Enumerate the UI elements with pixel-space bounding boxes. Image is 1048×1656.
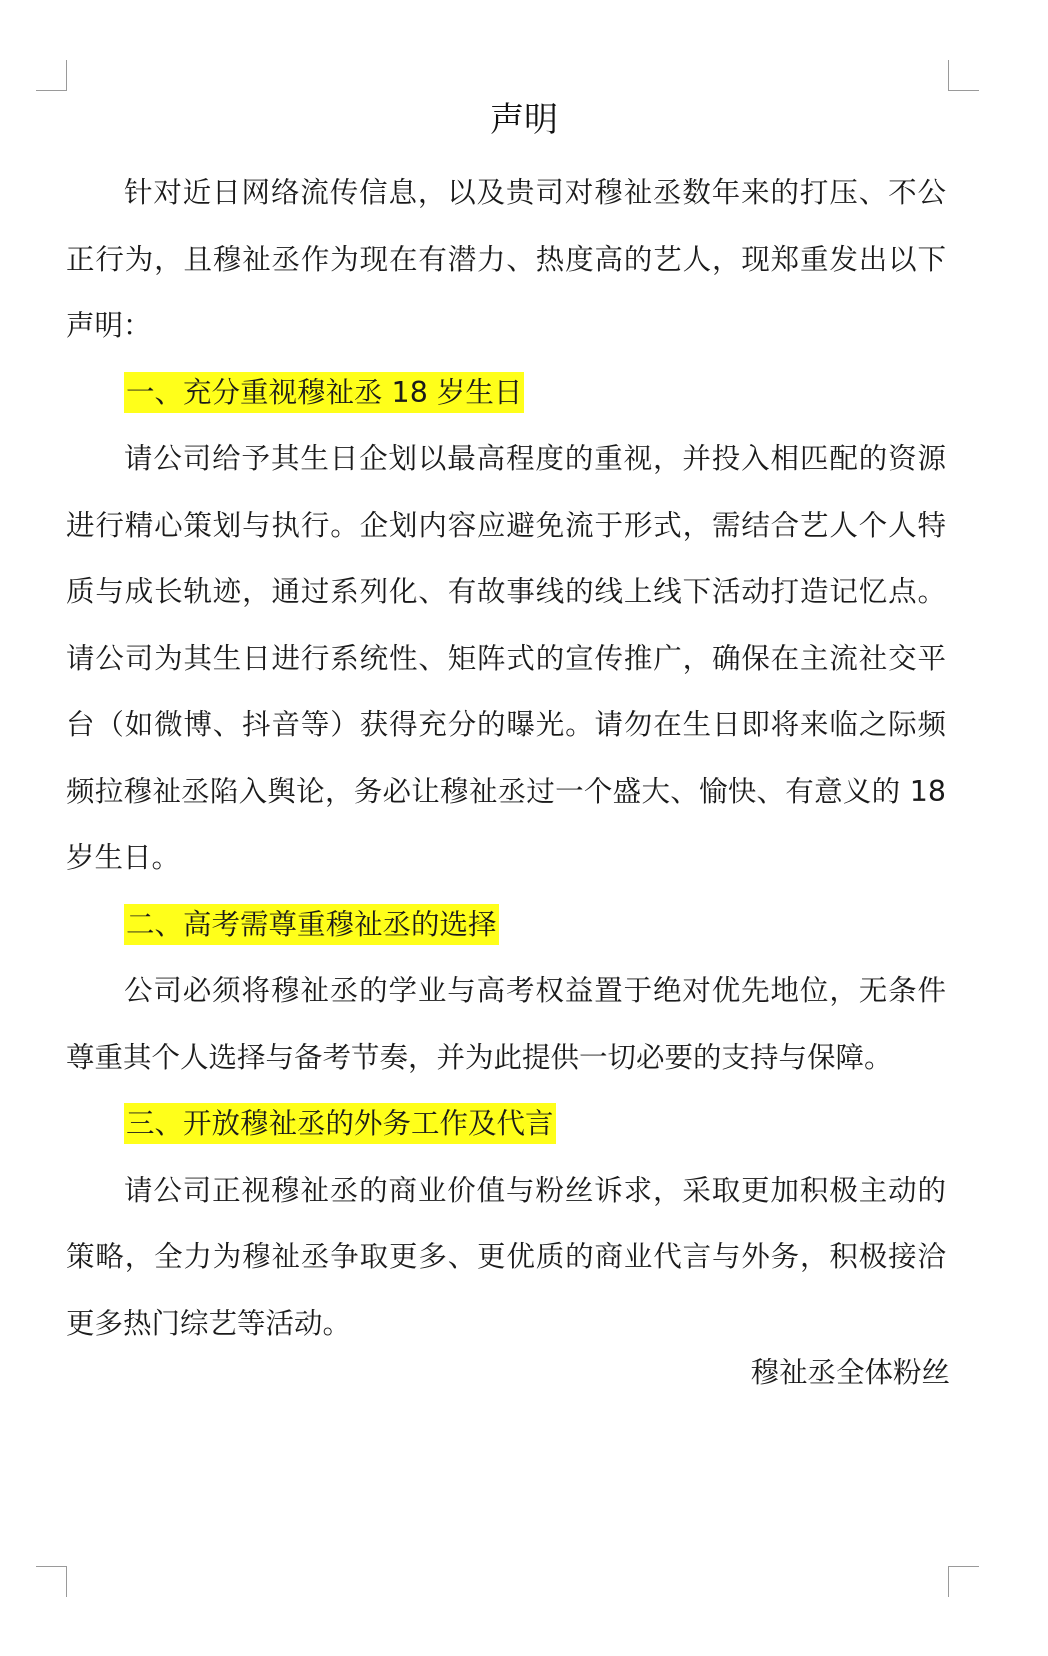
intro-paragraph: 针对近日网络流传信息，以及贵司对穆祉丞数年来的打压、不公正行为，且穆祉丞作为现在有潜力、热度高的艺人，现郑重发出以下声明：: [66, 176, 946, 342]
document-body: [66, 160, 946, 1357]
section-2-heading-line: [66, 892, 946, 959]
section-2-body: 公司必须将穆祉丞的学业与高考权益置于绝对优先地位，无条件尊重其个人选择与备考节奏，并为此提供一切必要的支持与保障。: [66, 974, 946, 1074]
section-1-body: 请公司给予其生日企划以最高程度的重视，并投入相匹配的资源进行精心策划与执行。企划内容应避免流于形式，需结合艺人个人特质与成长轨迹，通过系列化、有故事线的线上线下活动打造记忆点。请公司为其生日进行系统性、矩阵式的宣传推广，确保在主流社交平台（如微博、抖音等）获得充分的曝光。请勿在生日即将来临之际频频拉穆祉丞陷入舆论，务必让穆祉丞过一个盛大、愉快、有意义的 18 岁生日。: [66, 442, 946, 874]
corner-mark-top-left: [36, 60, 67, 91]
document-title: 声明: [490, 100, 558, 140]
corner-mark-bottom-right: [948, 1566, 979, 1597]
section-1-heading: 一、充分重视穆祉丞 18 岁生日: [124, 372, 524, 413]
section-1-heading-line: [66, 360, 946, 427]
section-2-heading: 二、高考需尊重穆祉丞的选择: [124, 904, 499, 945]
section-3-heading-line: [66, 1091, 946, 1158]
section-3-body: 请公司正视穆祉丞的商业价值与粉丝诉求，采取更加积极主动的策略，全力为穆祉丞争取更多、更优质的商业代言与外务，积极接洽更多热门综艺等活动。: [66, 1173, 946, 1340]
corner-mark-bottom-left: [36, 1566, 67, 1597]
corner-mark-top-right: [948, 60, 979, 91]
section-3-heading: 三、开放穆祉丞的外务工作及代言: [124, 1103, 556, 1144]
signature: 穆祉丞全体粉丝: [750, 1356, 950, 1389]
